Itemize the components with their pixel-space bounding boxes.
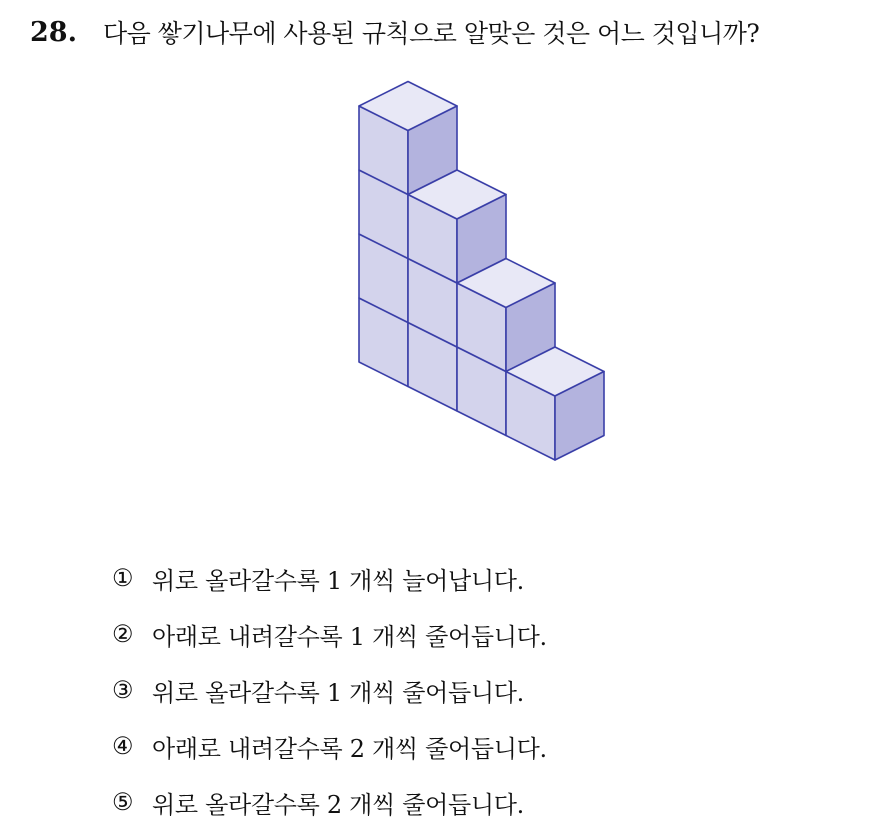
choice-1[interactable]	[112, 550, 547, 606]
cube-front-face	[408, 323, 457, 412]
question-number: 28.	[30, 16, 77, 48]
cube-front-face	[506, 372, 555, 461]
cube-front-face	[457, 283, 506, 372]
choice-1-marker: ①	[112, 564, 134, 592]
cube-top-face	[457, 259, 555, 308]
choice-5-marker: ⑤	[112, 788, 134, 816]
cube-front-face	[408, 259, 457, 348]
choice-3-text: 위로 올라갈수록 1 개씩 줄어듭니다.	[152, 678, 524, 707]
choice-3-marker: ③	[112, 676, 134, 704]
cube-top-face	[506, 347, 604, 396]
cube-front-face	[359, 106, 408, 195]
cube-top-face	[359, 82, 457, 131]
choice-1-text: 위로 올라갈수록 1 개씩 늘어납니다.	[152, 566, 524, 595]
cube-front-face	[408, 195, 457, 284]
cube-side-face	[457, 195, 506, 284]
question-text: 다음 쌓기나무에 사용된 규칙으로 알맞은 것은 어느 것입니까?	[102, 19, 760, 48]
choice-2[interactable]	[112, 606, 547, 662]
cube-top-face	[408, 170, 506, 219]
question-header	[30, 12, 759, 52]
choice-5[interactable]	[112, 774, 547, 830]
cube-front-face	[359, 170, 408, 259]
choice-4-marker: ④	[112, 732, 134, 760]
choice-2-text: 아래로 내려갈수록 1 개씩 줄어듭니다.	[152, 622, 547, 651]
choice-3[interactable]	[112, 662, 547, 718]
cube-side-face	[408, 106, 457, 195]
choice-4-text: 아래로 내려갈수록 2 개씩 줄어듭니다.	[152, 734, 547, 763]
answer-choices	[112, 550, 547, 830]
choice-2-marker: ②	[112, 620, 134, 648]
cube-front-face	[457, 347, 506, 436]
cube-front-face	[359, 298, 408, 387]
choice-5-text: 위로 올라갈수록 2 개씩 줄어듭니다.	[152, 790, 524, 819]
cube-side-face	[555, 372, 604, 461]
cube-side-face	[506, 283, 555, 372]
cube-front-face	[359, 234, 408, 323]
choice-4[interactable]	[112, 718, 547, 774]
